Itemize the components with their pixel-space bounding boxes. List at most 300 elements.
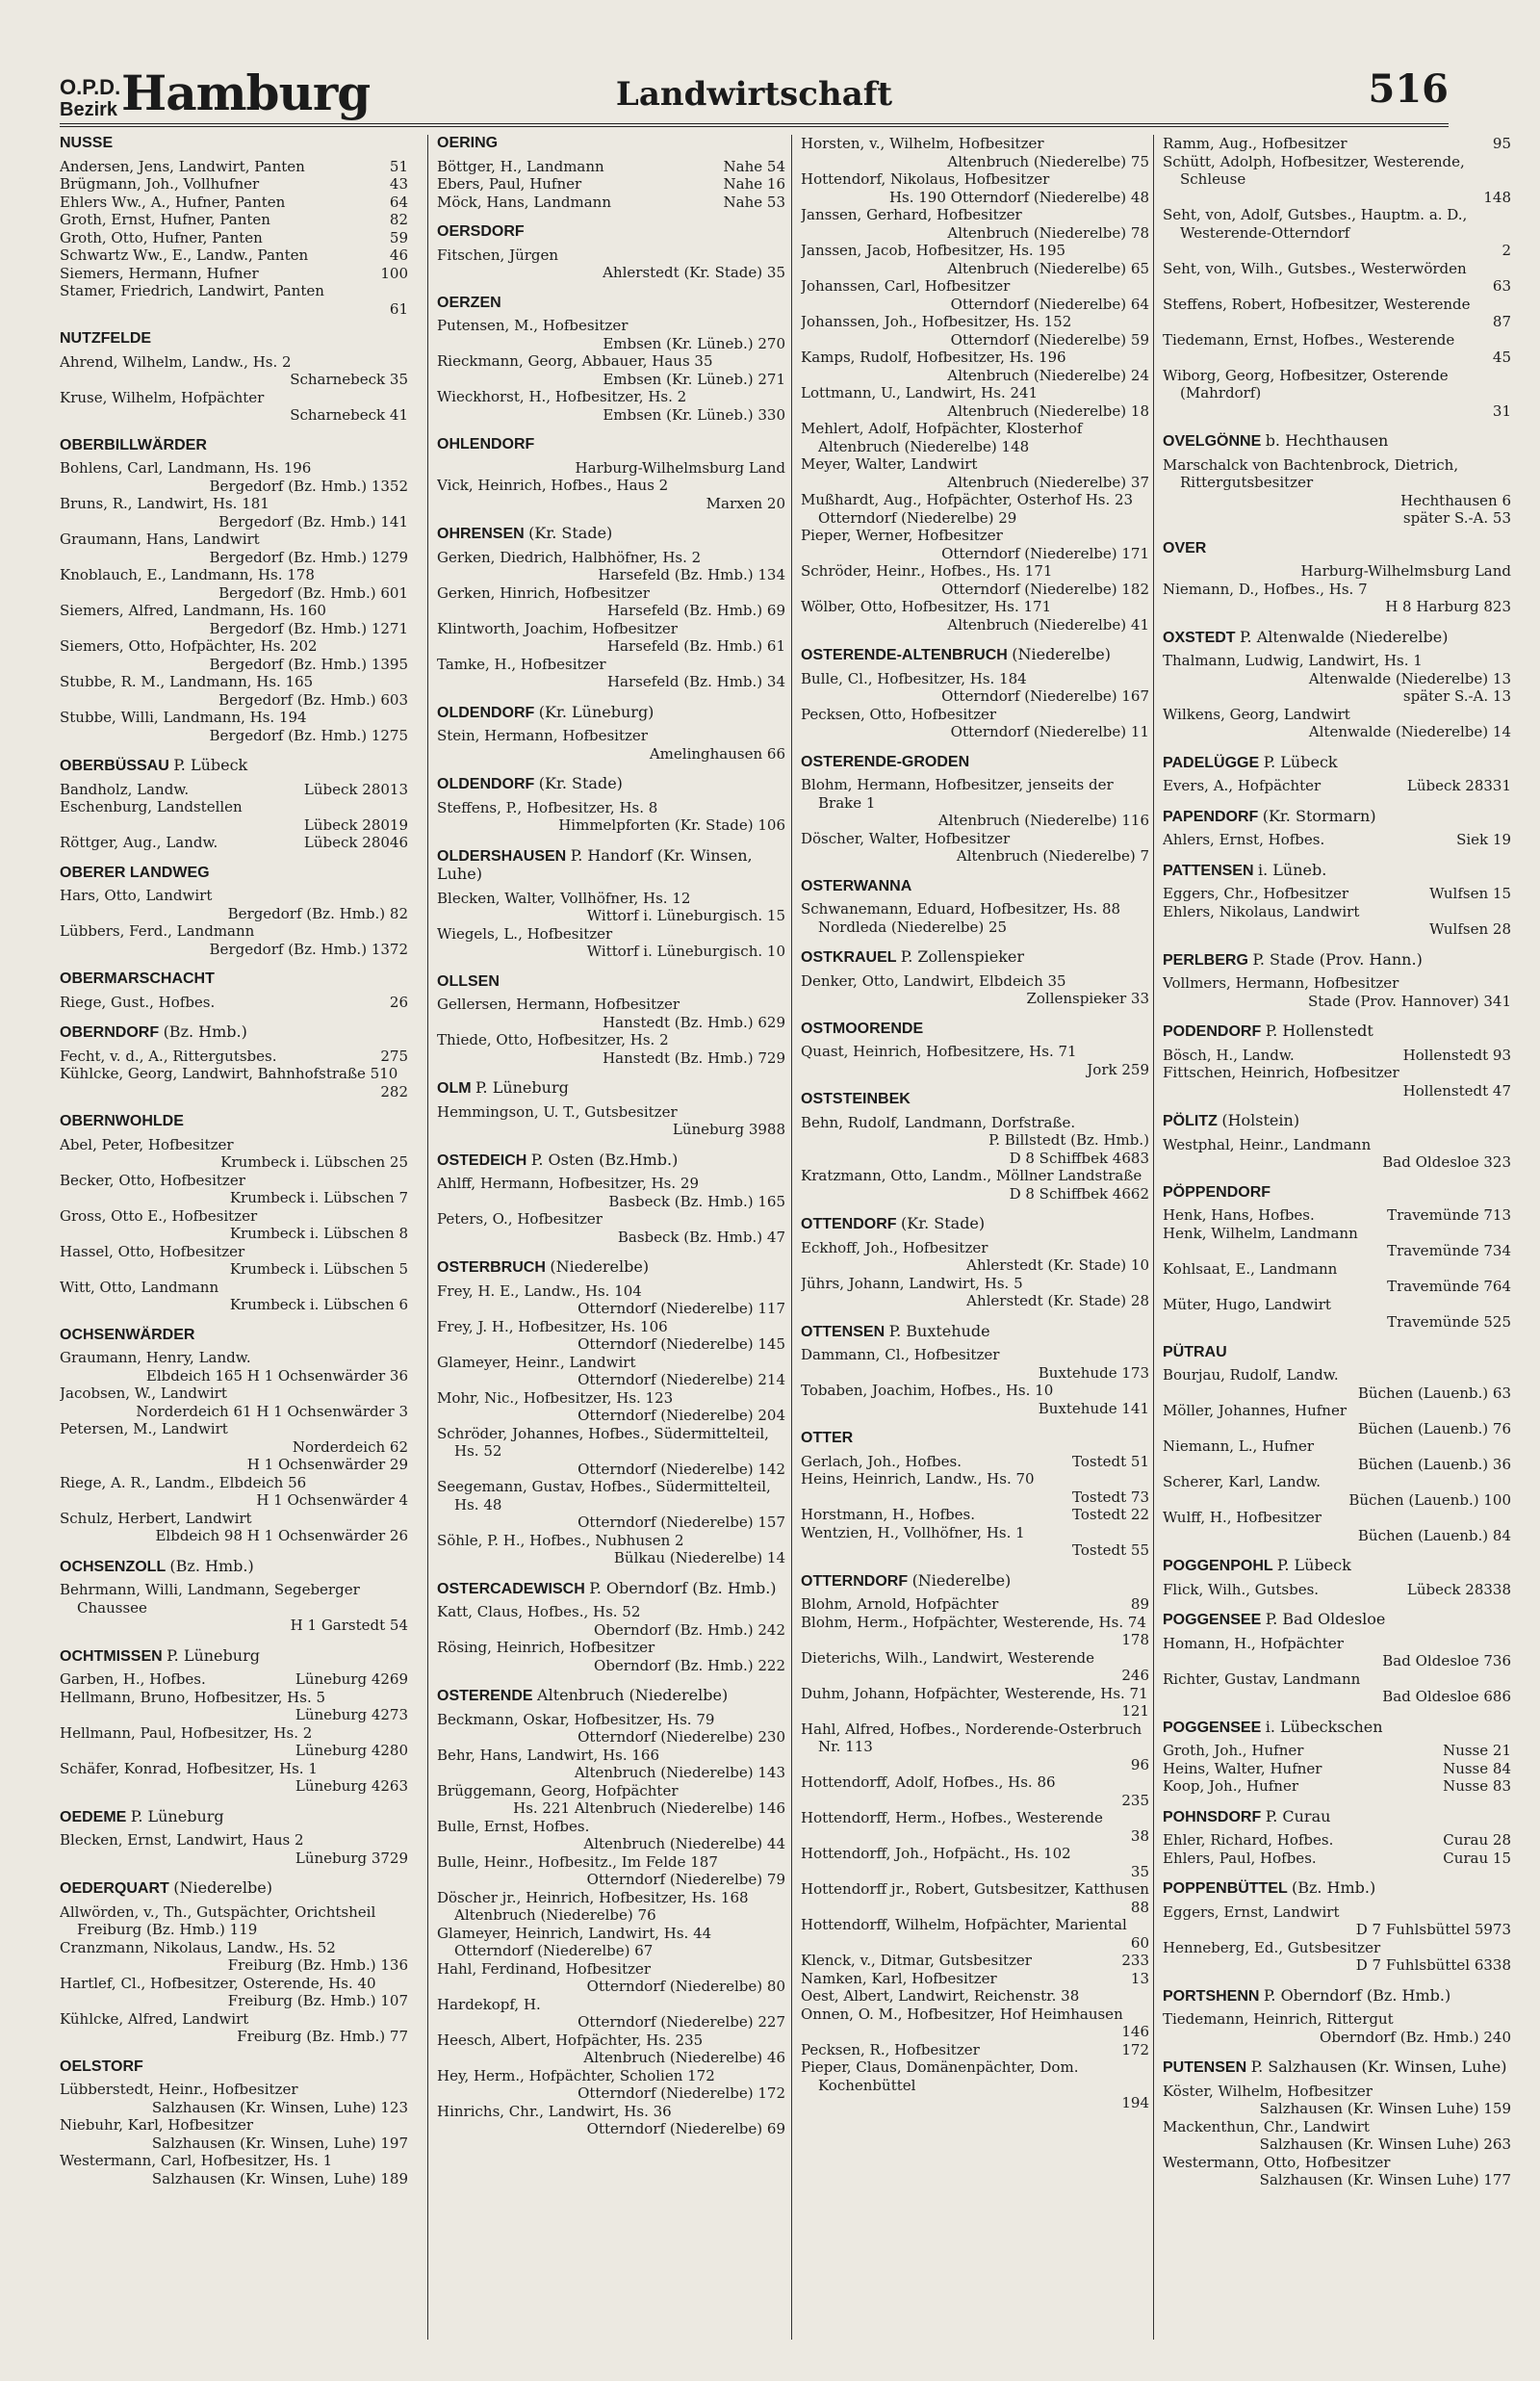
directory-entry <box>60 1207 408 1243</box>
place-section <box>801 135 1149 634</box>
directory-entry <box>60 1243 408 1279</box>
directory-entry <box>60 1510 408 1545</box>
entry-name: Hottendorff jr., Robert, Gutsbesitzer, Katthusen <box>801 1880 1149 1898</box>
entry-location: Otterndorf (Niederelbe) 64 <box>950 295 1149 313</box>
entry-name: Kühlcke, Alfred, Landwirt <box>60 2009 249 2028</box>
place-name: OLDENDORF <box>437 704 535 721</box>
directory-entry <box>437 1603 785 1639</box>
directory-entry <box>801 1239 1149 1275</box>
entry-name: Horsten, v., Wilhelm, Hofbesitzer <box>801 135 1044 152</box>
directory-entry <box>801 1916 1149 1952</box>
directory-entry <box>801 2006 1149 2041</box>
place-heading <box>437 1258 785 1278</box>
entry-name: Kratzmann, Otto, Landm., Möllner Landstraße <box>801 1167 1142 1184</box>
place-postal: (Kr. Stade) <box>538 774 623 792</box>
entry-location: Freiburg (Bz. Hmb.) 77 <box>237 2028 408 2045</box>
entry-phone: Nusse 84 <box>1443 1759 1511 1777</box>
directory-entry <box>437 477 785 512</box>
directory-entry <box>60 389 408 425</box>
directory-entry <box>801 598 1149 634</box>
directory-entry <box>1163 2010 1511 2046</box>
directory-entry <box>801 1614 1149 1649</box>
entry-name: Glameyer, Heinr., Landwirt <box>437 1353 636 1371</box>
place-section <box>60 1023 408 1100</box>
entry-phone: Tostedt 51 <box>1072 1452 1149 1470</box>
entry-location: Otterndorf (Niederelbe) 145 <box>578 1335 785 1353</box>
entry-location: später S.-A. 13 <box>1402 687 1511 705</box>
entry-name: Lübberstedt, Heinr., Hofbesitzer <box>60 2081 298 2098</box>
directory-entry <box>1163 2083 1511 2118</box>
directory-entry <box>60 175 408 194</box>
entry-name: Ahlff, Hermann, Hofbesitzer, Hs. 29 <box>437 1175 700 1192</box>
entry-name: Gellersen, Hermann, Hofbesitzer <box>437 996 680 1013</box>
place-heading <box>60 1558 408 1577</box>
place-name: OCHSENWÄRDER <box>60 1326 195 1343</box>
entry-location: 96 <box>1130 1755 1149 1773</box>
entry-location: D 7 Fuhlsbüttel 6338 <box>1355 1956 1511 1974</box>
place-heading <box>1163 754 1511 773</box>
place-postal: P. Buxtehude <box>888 1321 990 1340</box>
entry-name: Schwartz Ww., E., Landw., Panten <box>60 246 309 264</box>
entry-name: Garben, H., Hofbes. <box>60 1670 206 1688</box>
place-section <box>60 1808 408 1868</box>
place-name: PERLBERG <box>1163 951 1248 969</box>
place-heading <box>1163 951 1511 971</box>
place-postal: (Bz. Hmb.) <box>1291 1878 1376 1897</box>
directory-entry <box>801 1114 1149 1150</box>
entry-name: Beckmann, Oskar, Hofbesitzer, Hs. 79 <box>437 1710 715 1728</box>
column-4 <box>1163 135 1511 2359</box>
entry-phone: Curau 28 <box>1443 1831 1511 1849</box>
directory-entry <box>801 313 1149 349</box>
directory-entry <box>60 673 408 709</box>
entry-location: Himmelpforten (Kr. Stade) 106 <box>558 816 785 834</box>
directory-entry <box>1163 1742 1511 1760</box>
entry-location: Harsefeld (Bz. Hmb.) 134 <box>598 566 785 583</box>
entry-name: Pecksen, R., Hofbesitzer <box>801 2040 980 2058</box>
entry-phone: 26 <box>389 993 408 1011</box>
directory-entry <box>801 1987 1149 2006</box>
entry-name: Siemers, Alfred, Landmann, Hs. 160 <box>60 602 326 619</box>
place-heading <box>801 878 1149 896</box>
place-postal: (Kr. Lüneburg) <box>538 702 654 721</box>
place-name: OEDERQUART <box>60 1880 169 1897</box>
entry-name: Steffens, Robert, Hofbesitzer, Westerende <box>1163 295 1471 313</box>
place-name: OBERMARSCHACHT <box>60 971 215 987</box>
place-name: OVELGÖNNE <box>1163 433 1262 450</box>
place-section <box>60 437 408 745</box>
entry-location: Hanstedt (Bz. Hmb.) 729 <box>603 1048 785 1067</box>
place-postal: P. Salzhausen (Kr. Winsen, Luhe) <box>1250 2057 1507 2076</box>
place-heading <box>801 948 1149 968</box>
directory-entry <box>437 1354 785 1389</box>
place-heading <box>437 704 785 723</box>
entry-location: Otterndorf (Niederelbe) 167 <box>941 687 1149 705</box>
place-section <box>437 1152 785 1247</box>
entry-location: 88 <box>1130 1898 1149 1916</box>
entry-name: Glameyer, Heinrich, Landwirt, Hs. 44 Otterndorf (Niederelbe) 67 <box>437 1924 712 1959</box>
place-name: OSTKRAUEL <box>801 949 897 966</box>
entry-name: Ebers, Paul, Hufner <box>437 175 582 193</box>
place-postal: P. Bad Oldesloe <box>1265 1610 1386 1628</box>
entry-name: Brügmann, Joh., Vollhufner <box>60 175 260 193</box>
place-heading <box>437 973 785 992</box>
entry-name: Ahrend, Wilhelm, Landw., Hs. 2 <box>60 352 292 371</box>
place-name: OBERBILLWÄRDER <box>60 436 207 453</box>
entry-phone: Tostedt 22 <box>1072 1506 1149 1523</box>
entry-name: Andersen, Jens, Landwirt, Panten <box>60 157 305 175</box>
place-name: OTTERNDORF <box>801 1572 909 1590</box>
place-name: OBERBÜSSAU <box>60 758 169 774</box>
place-name: NUTZFELDE <box>60 330 152 347</box>
entry-name: Bohlens, Carl, Landmann, Hs. 196 <box>60 459 312 477</box>
entry-location: H 1 Ochsenwärder 4 <box>256 1491 408 1509</box>
place-heading <box>60 1647 408 1667</box>
entry-name: Müter, Hugo, Landwirt <box>1163 1295 1331 1313</box>
entry-name: Wölber, Otto, Hofbesitzer, Hs. 171 <box>801 598 1052 615</box>
entry-name: Denker, Otto, Landwirt, Elbdeich 35 <box>801 971 1066 990</box>
entry-location: Otterndorf (Niederelbe) 204 <box>578 1407 785 1424</box>
place-heading <box>437 847 785 885</box>
entry-location: Lüneburg 3729 <box>295 1849 408 1867</box>
entry-location: H 8 Harburg 823 <box>1385 598 1511 615</box>
entry-name: Hinrichs, Chr., Landwirt, Hs. 36 <box>437 2102 672 2120</box>
place-postal: (Niederelbe) <box>1012 645 1111 663</box>
entry-name: Schütt, Adolph, Hofbesitzer, Westerende, Schleuse <box>1163 152 1465 188</box>
entry-location: Krumbeck i. Lübschen 8 <box>229 1225 408 1242</box>
entry-location: Travemünde 734 <box>1387 1242 1511 1259</box>
place-name: POGGENSEE <box>1163 1719 1262 1736</box>
directory-entry <box>437 388 785 424</box>
directory-entry <box>801 455 1149 491</box>
place-heading <box>801 1572 1149 1592</box>
entry-location: Otterndorf (Niederelbe) 214 <box>578 1371 785 1388</box>
directory-entry <box>60 353 408 389</box>
entry-name: Bulle, Ernst, Hofbes. <box>437 1817 590 1835</box>
place-heading <box>1163 1719 1511 1738</box>
directory-entry <box>437 656 785 691</box>
entry-name: Seht, von, Adolf, Gutsbes., Hauptm. a. D., Westerende-Otterndorf <box>1163 206 1468 242</box>
place-section <box>1163 135 1511 420</box>
entry-location: Otterndorf (Niederelbe) 182 <box>941 580 1149 598</box>
directory-entry <box>801 1685 1149 1721</box>
place-heading <box>1163 1022 1511 1042</box>
page-number: 516 <box>1368 66 1449 112</box>
entry-location: Lüneburg 4263 <box>295 1777 408 1795</box>
entry-location: Altenbruch (Niederelbe) 46 <box>583 2049 785 2066</box>
place-heading <box>1163 1557 1511 1576</box>
entry-name: Niemann, D., Hofbes., Hs. 7 <box>1163 580 1368 598</box>
entry-location: Hs. 190 Otterndorf (Niederelbe) 48 <box>888 188 1149 206</box>
entry-location: 146 <box>1121 2023 1149 2040</box>
entry-location: Büchen (Lauenb.) 36 <box>1357 1455 1511 1473</box>
place-name: PUTENSEN <box>1163 2059 1247 2076</box>
entry-location: Bad Oldesloe 323 <box>1382 1153 1511 1171</box>
place-section <box>801 1091 1149 1203</box>
entry-name: Kühlcke, Georg, Landwirt, Bahnhofstraße 510 <box>60 1065 398 1082</box>
place-heading <box>801 754 1149 772</box>
entry-name: Gerken, Hinrich, Hofbesitzer <box>437 583 650 602</box>
place-section <box>801 878 1149 937</box>
directory-entry <box>437 1532 785 1567</box>
directory-entry <box>801 1809 1149 1845</box>
place-name: OBERNWOHLDE <box>60 1113 184 1129</box>
directory-entry <box>801 1275 1149 1310</box>
entry-location: Bergedorf (Bz. Hmb.) 141 <box>218 512 408 531</box>
directory-entry <box>1163 1136 1511 1172</box>
directory-entry <box>60 1279 408 1314</box>
entry-phone: 172 <box>1121 2040 1149 2058</box>
directory-entry <box>60 1760 408 1796</box>
entry-name: Henk, Wilhelm, Landmann <box>1163 1224 1358 1242</box>
entry-name: Blohm, Herm., Hofpächter, Westerende, Hs. 74 <box>801 1613 1146 1631</box>
place-name: PÖLITZ <box>1163 1113 1218 1129</box>
entry-phone: Lübeck 28013 <box>303 780 408 798</box>
entry-location: 45 <box>1492 349 1511 366</box>
place-postal: i. Lüneb. <box>1257 860 1327 879</box>
entry-location: Büchen (Lauenb.) 100 <box>1348 1490 1511 1509</box>
entry-name: Henneberg, Ed., Gutsbesitzer <box>1163 1938 1381 1956</box>
place-section <box>60 865 408 959</box>
place-section <box>437 973 785 1068</box>
entry-name: Meyer, Walter, Landwirt <box>801 455 978 473</box>
directory-entry <box>437 620 785 656</box>
directory-entry <box>1163 974 1511 1010</box>
directory-entry <box>437 459 785 478</box>
directory-entry <box>60 229 408 247</box>
place-section <box>801 948 1149 1008</box>
place-heading <box>437 775 785 794</box>
place-section <box>1163 1184 1511 1332</box>
entry-name: Hottendorff, Adolf, Hofbes., Hs. 86 <box>801 1773 1056 1791</box>
entry-name: Rieckmann, Georg, Abbauer, Haus 35 <box>437 352 713 370</box>
entry-location: Salzhausen (Kr. Winsen Luhe) 177 <box>1259 2171 1511 2188</box>
directory-entry <box>1163 509 1511 528</box>
entry-name: Schäfer, Konrad, Hofbesitzer, Hs. 1 <box>60 1759 318 1777</box>
directory-entry <box>801 1470 1149 1506</box>
place-heading <box>437 135 785 153</box>
place-section <box>1163 1879 1511 1975</box>
entry-name: Cranzmann, Nikolaus, Landw., Hs. 52 <box>60 1938 336 1956</box>
entry-location: Bergedorf (Bz. Hmb.) 1352 <box>209 477 408 495</box>
place-section <box>60 971 408 1011</box>
entry-name: Westermann, Carl, Hofbesitzer, Hs. 1 <box>60 2152 333 2169</box>
place-heading <box>437 1687 785 1706</box>
entry-name: Ehlers Ww., A., Hufner, Panten <box>60 193 286 211</box>
directory-entry <box>60 1975 408 2010</box>
directory-entry <box>60 194 408 212</box>
directory-entry <box>1163 1366 1511 1402</box>
entry-phone: Travemünde 713 <box>1387 1206 1511 1224</box>
directory-entry <box>60 834 408 852</box>
entry-location: Basbeck (Bz. Hmb.) 47 <box>617 1228 785 1246</box>
entry-name: Schulz, Herbert, Landwirt <box>60 1509 252 1527</box>
place-section <box>801 646 1149 741</box>
place-section <box>60 1647 408 1796</box>
entry-name: Johanssen, Joh., Hofbesitzer, Hs. 152 <box>801 313 1072 330</box>
directory-entry <box>801 1880 1149 1916</box>
entry-name: Pieper, Claus, Domänenpächter, Dom. Kochenbüttel <box>801 2058 1079 2094</box>
entry-name: Behrmann, Willi, Landmann, Segeberger Chaussee <box>60 1581 360 1617</box>
entry-location: H 1 Ochsenwärder 29 <box>246 1456 408 1473</box>
directory-entry <box>60 2152 408 2187</box>
entry-name: Wiborg, Georg, Hofbesitzer, Osterende (Mahrdorf) <box>1163 366 1449 401</box>
place-section <box>437 1687 785 2138</box>
directory-entry <box>60 1581 408 1635</box>
entry-name: Quast, Heinrich, Hofbesitzere, Hs. 71 <box>801 1043 1077 1060</box>
directory-entry <box>801 384 1149 420</box>
place-postal: P. Stade (Prov. Hann.) <box>1252 949 1423 969</box>
entry-location: Bergedorf (Bz. Hmb.) 601 <box>218 583 408 602</box>
directory-entry <box>1163 260 1511 296</box>
entry-name: Wentzien, H., Vollhöfner, Hs. 1 <box>801 1523 1025 1541</box>
directory-entry <box>60 602 408 637</box>
entry-name: Bruns, R., Landwirt, Hs. 181 <box>60 495 270 512</box>
directory-entry <box>801 206 1149 242</box>
directory-entry <box>437 1747 785 1782</box>
entry-location: 38 <box>1130 1826 1149 1845</box>
directory-entry <box>1163 1903 1511 1939</box>
place-name: PODENDORF <box>1163 1023 1262 1040</box>
header-rule <box>60 123 1449 127</box>
directory-entry <box>1163 562 1511 581</box>
entry-phone: 46 <box>389 246 408 264</box>
directory-entry <box>801 776 1149 830</box>
entry-location: Elbdeich 98 H 1 Ochsenwärder 26 <box>155 1527 408 1544</box>
entry-name: Witt, Otto, Landmann <box>60 1278 219 1296</box>
place-heading <box>1163 1808 1511 1827</box>
entry-location: H 1 Garstedt 54 <box>290 1617 408 1634</box>
entry-location: Bergedorf (Bz. Hmb.) 1372 <box>209 940 408 958</box>
entry-name: Tiedemann, Ernst, Hofbes., Westerende <box>1163 330 1455 349</box>
entry-name: Hars, Otto, Landwirt <box>60 887 213 904</box>
directory-entry <box>801 1649 1149 1685</box>
entry-location: Otterndorf (Niederelbe) 227 <box>578 2013 785 2031</box>
directory-entry <box>1163 903 1511 939</box>
entry-name: Hahl, Alfred, Hofbes., Norderende-Osterbruch Nr. 113 <box>801 1720 1142 1755</box>
entry-location: Altenwalde (Niederelbe) 14 <box>1308 723 1511 740</box>
entry-location: Oberndorf (Bz. Hmb.) 222 <box>594 1656 785 1674</box>
place-section <box>437 525 785 691</box>
place-postal: Altenbruch (Niederelbe) <box>537 1686 729 1704</box>
directory-entry <box>437 1853 785 1889</box>
entry-name: Pieper, Werner, Hofbesitzer <box>801 527 1003 544</box>
directory-entry <box>437 1925 785 1960</box>
directory-entry <box>60 1172 408 1207</box>
entry-name: Vollmers, Hermann, Hofbesitzer <box>1163 974 1399 992</box>
place-heading <box>60 1023 408 1043</box>
place-section <box>60 1327 408 1545</box>
entry-location: Ahlerstedt (Kr. Stade) 10 <box>966 1256 1149 1274</box>
entry-phone: Wulfsen 15 <box>1429 885 1511 902</box>
entry-location: 2 <box>1502 242 1511 259</box>
directory-entry <box>60 1349 408 1385</box>
place-heading <box>1163 540 1511 558</box>
entry-location: 194 <box>1121 2094 1149 2111</box>
directory-entry <box>1163 885 1511 903</box>
directory-entry <box>801 527 1149 562</box>
entry-location: Otterndorf (Niederelbe) 171 <box>941 544 1149 562</box>
entry-location: Altenbruch (Niederelbe) 18 <box>947 401 1149 420</box>
place-postal: P. Lübeck <box>173 756 248 774</box>
directory-entry <box>801 420 1149 455</box>
place-heading <box>1163 1987 1511 2006</box>
entry-name: Tiedemann, Heinrich, Rittergut <box>1163 2010 1394 2028</box>
entry-location: Travemünde 525 <box>1387 1313 1511 1331</box>
entry-name: Scherer, Karl, Landw. <box>1163 1473 1321 1490</box>
entry-phone: Nahe 16 <box>723 175 785 193</box>
directory-entry <box>1163 206 1511 260</box>
directory-entry <box>801 972 1149 1008</box>
directory-entry <box>1163 706 1511 741</box>
directory-entry <box>801 1506 1149 1524</box>
entry-location: Freiburg (Bz. Hmb.) 136 <box>227 1956 408 1974</box>
directory-entry <box>60 798 408 834</box>
entry-name: Schwanemann, Eduard, Hofbesitzer, Hs. 88 Nordleda (Niederelbe) 25 <box>801 900 1121 936</box>
entry-name: Graumann, Hans, Landwirt <box>60 531 260 548</box>
entry-name: Wiegels, L., Hofbesitzer <box>437 924 613 943</box>
entry-location: Ahlerstedt (Kr. Stade) 28 <box>966 1292 1149 1309</box>
entry-phone: 51 <box>389 157 408 175</box>
place-heading <box>60 757 408 776</box>
entry-phone: Nusse 21 <box>1443 1742 1511 1759</box>
directory-entry <box>801 349 1149 384</box>
directory-entry <box>1163 135 1511 153</box>
entry-location: Basbeck (Bz. Hmb.) 165 <box>608 1192 785 1210</box>
entry-name: Hey, Herm., Hofpächter, Scholien 172 <box>437 2066 715 2084</box>
directory-entry <box>437 1175 785 1210</box>
entry-name: Eschenburg, Landstellen <box>60 798 243 815</box>
directory-entry <box>801 1721 1149 1774</box>
directory-entry <box>437 2103 785 2138</box>
place-name: OSTEDEICH <box>437 1152 527 1169</box>
entry-name: Hardekopf, H. <box>437 1995 541 2013</box>
entry-name: Hellmann, Paul, Hofbesitzer, Hs. 2 <box>60 1723 313 1742</box>
directory-entry <box>60 158 408 176</box>
place-heading <box>437 295 785 313</box>
entry-name: Niebuhr, Karl, Hofbesitzer <box>60 2116 254 2134</box>
entry-name: Janssen, Jacob, Hofbesitzer, Hs. 195 <box>801 242 1066 259</box>
entry-name: Groth, Otto, Hufner, Panten <box>60 228 263 246</box>
entry-name: Dieterichs, Wilh., Landwirt, Westerende <box>801 1648 1094 1667</box>
place-postal: (Bz. Hmb.) <box>163 1022 247 1041</box>
entry-name: Heins, Heinrich, Landw., Hs. 70 <box>801 1470 1035 1488</box>
entry-phone: 82 <box>389 211 408 228</box>
place-heading <box>437 436 785 454</box>
place-heading <box>437 223 785 242</box>
directory-entry <box>60 887 408 922</box>
column-3 <box>801 135 1149 2359</box>
place-section <box>1163 808 1511 849</box>
entry-name: Westermann, Otto, Hofbesitzer <box>1163 2153 1391 2171</box>
place-section <box>1163 1808 1511 1868</box>
directory-entry <box>60 1689 408 1724</box>
place-heading <box>60 1879 408 1899</box>
directory-entry <box>60 994 408 1012</box>
place-postal: P. Zollenspieker <box>900 947 1025 966</box>
place-heading <box>801 1091 1149 1109</box>
entry-location: Scharnebeck 35 <box>290 371 408 388</box>
entry-name: Hottendorf, Nikolaus, Hofbesitzer <box>801 170 1050 188</box>
place-name: OERING <box>437 135 499 151</box>
place-name: OSTERCADEWISCH <box>437 1580 585 1597</box>
entry-location: später S.-A. 53 <box>1402 509 1511 527</box>
place-heading <box>60 437 408 455</box>
entry-name: Henk, Hans, Hofbes. <box>1163 1206 1315 1224</box>
entry-location: Travemünde 764 <box>1387 1278 1511 1295</box>
place-section <box>60 330 408 425</box>
entry-name: Blecken, Walter, Vollhöfner, Hs. 12 <box>437 889 691 907</box>
